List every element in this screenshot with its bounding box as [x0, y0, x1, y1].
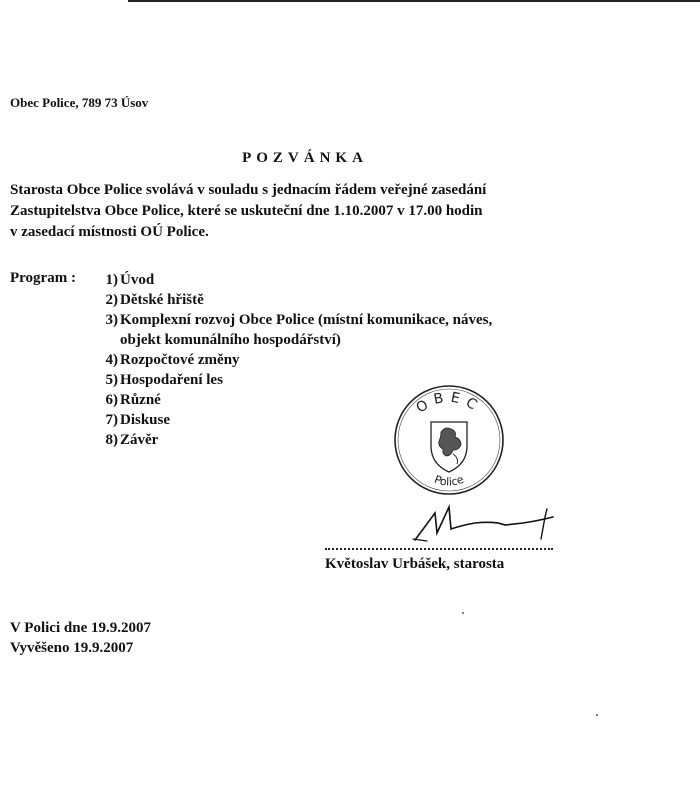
program-item — [100, 310, 492, 330]
top-border-line — [128, 0, 700, 2]
program-item-text: Úvod — [120, 272, 155, 288]
document-title: POZVÁNKA — [242, 150, 368, 166]
handwritten-signature — [405, 495, 565, 545]
program-item-number: 1) — [105, 272, 118, 288]
program-item-text: Komplexní rozvoj Obce Police (místní komunikace, náves, — [120, 312, 493, 328]
program-item-continuation: objekt komunálního hospodářství) — [120, 332, 341, 348]
program-item-text: Závěr — [120, 432, 159, 448]
program-item — [100, 270, 492, 290]
intro-line: Zastupitelstva Obce Police, které se uskuteční dne 1.10.2007 v 17.00 hodin — [10, 203, 483, 219]
program-item-number: 3) — [105, 312, 118, 328]
municipality-address: Obec Police, 789 73 Úsov — [10, 95, 149, 110]
program-item — [100, 350, 492, 370]
program-item-number: 5) — [105, 372, 118, 388]
program-item-text: Hospodaření les — [120, 372, 223, 388]
invitation-text — [10, 180, 610, 243]
program-item-number: 8) — [105, 432, 118, 448]
official-stamp — [393, 380, 505, 500]
svg-text:OBEC: OBEC — [413, 389, 485, 417]
scan-speck — [596, 714, 598, 716]
program-item-number: 4) — [105, 352, 118, 368]
intro-line: v zasedací místnosti OÚ Police. — [10, 224, 209, 240]
signature-dotted-line — [325, 548, 553, 550]
program-item-text: Různé — [120, 392, 161, 408]
program-item-text: Diskuse — [120, 412, 171, 428]
intro-line: Starosta Obce Police svolává v souladu s jednacím řádem veřejné zasedání — [10, 182, 487, 198]
document-footer — [10, 618, 151, 658]
scan-speck — [462, 612, 464, 614]
program-item-text: Rozpočtové změny — [120, 352, 240, 368]
posted-date-line: Vyvěšeno 19.9.2007 — [10, 640, 134, 656]
program-item-number: 2) — [105, 292, 118, 308]
program-item — [100, 290, 492, 310]
program-item-number: 7) — [105, 412, 118, 428]
signatory-name: Květoslav Urbášek, starosta — [325, 556, 505, 572]
program-item-text: Dětské hřiště — [120, 292, 204, 308]
program-item-number: 6) — [105, 392, 118, 408]
program-label: Program : — [10, 270, 76, 286]
issue-date-line: V Polici dne 19.9.2007 — [10, 620, 151, 636]
coat-of-arms-icon — [431, 422, 467, 472]
svg-text:Police: Police — [432, 472, 466, 489]
